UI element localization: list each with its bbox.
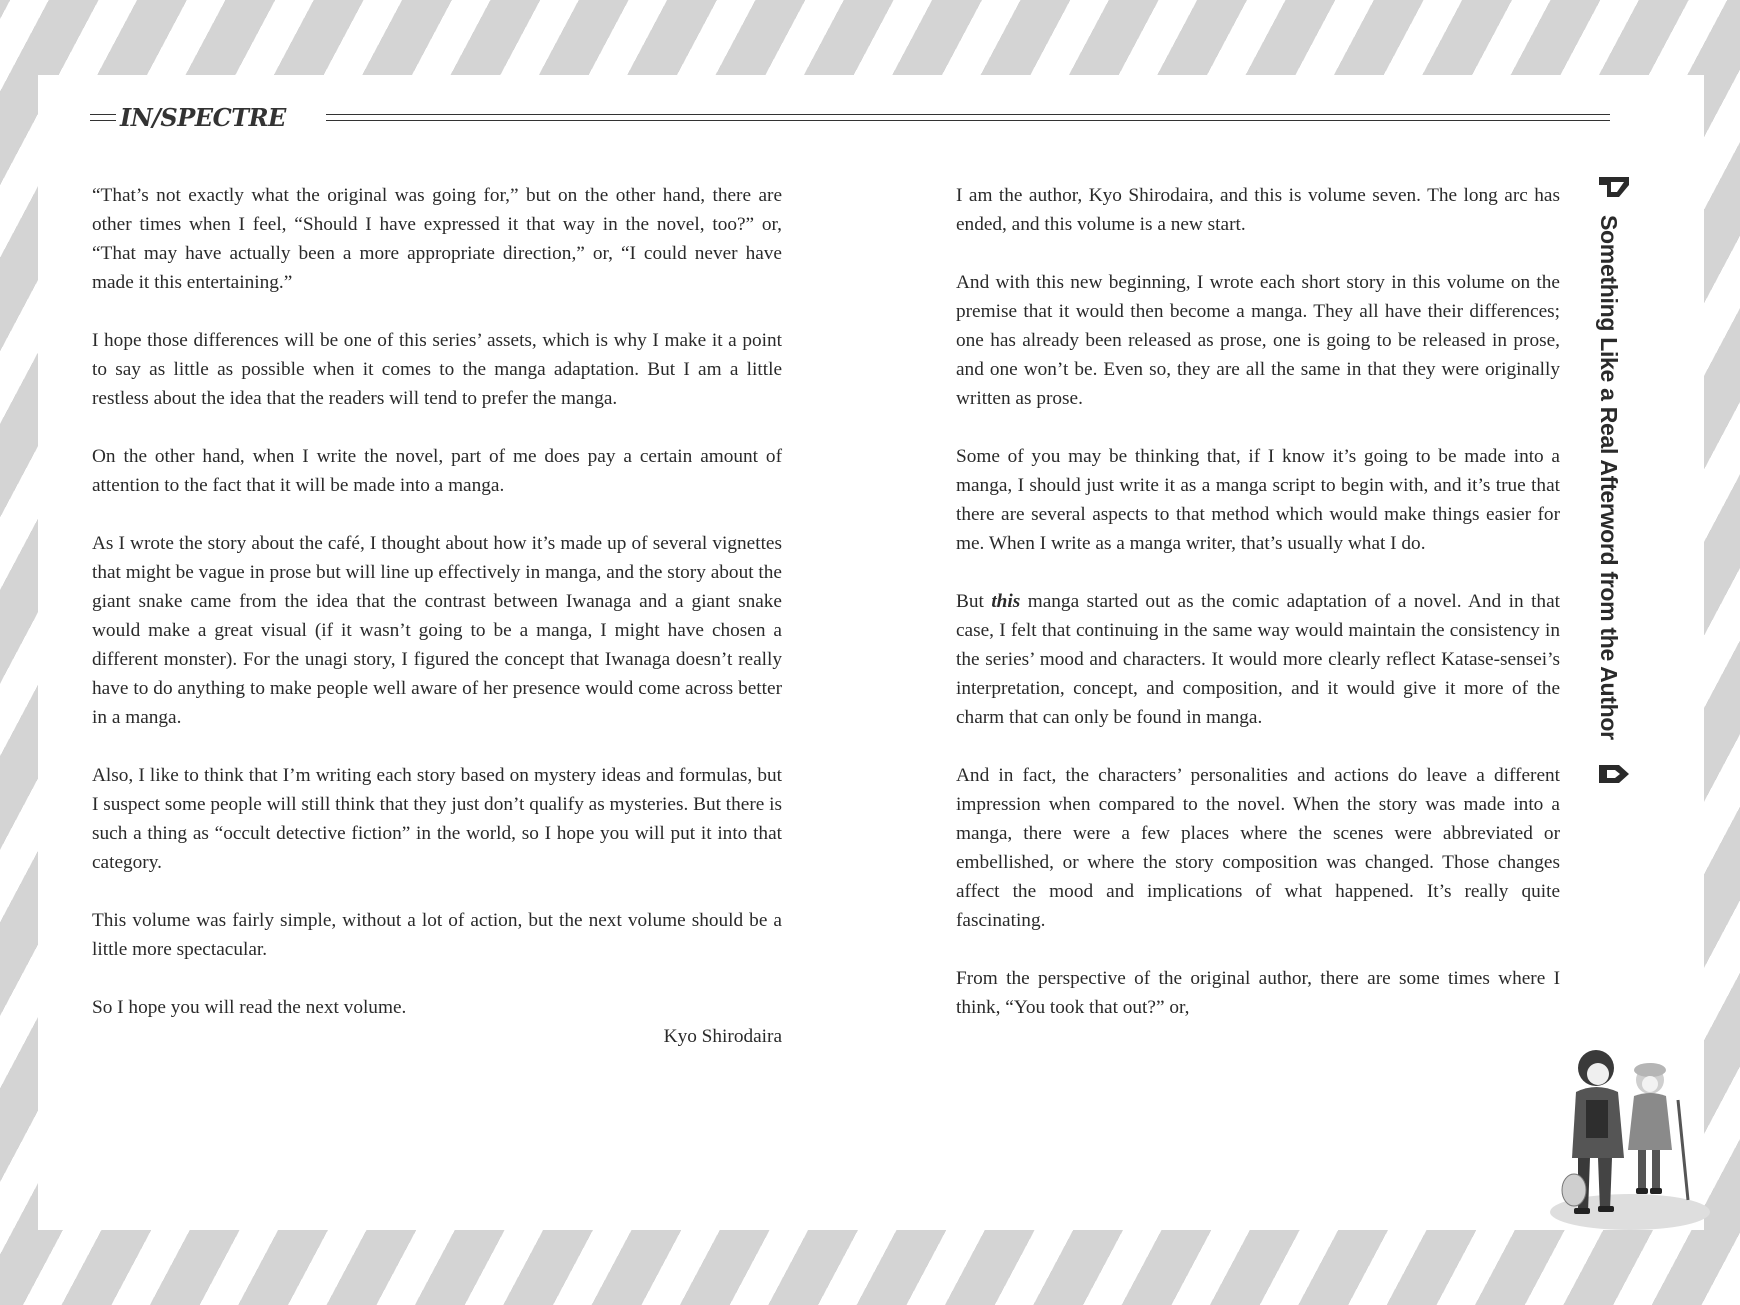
running-header <box>90 103 1610 133</box>
paragraph: I am the author, Kyo Shirodaira, and this is volume seven. The long arc has ended, and this volume is a new start. <box>956 185 1560 235</box>
paragraph: And with this new beginning, I wrote each short story in this volume on the premise that it would then become a manga. They all have their differences; one has already been released as prose, one is going to be released in prose, and one won’t be. Even so, they are all the same in that they were originally written as prose. <box>956 272 1560 409</box>
paragraph: On the other hand, when I write the novel, part of me does pay a certain amount of attention to the fact that it will be made into a manga. <box>92 446 782 496</box>
text-run: manga started out as the comic adaptation of a novel. And in that case, I felt that continuing in the same way would maintain the consistency in the series’ mood and characters. It would more clearly reflect Katase-sensei’s interpretation, concept, and composition, and it would give it more of the charm that can only be found in manga. <box>956 591 1560 728</box>
bottom-ornament-icon <box>1597 763 1631 785</box>
header-rule-left-bottom <box>90 120 116 121</box>
paragraph: From the perspective of the original author, there are some times where I think, “You took that out?” or, <box>956 968 1560 1018</box>
paragraph: As I wrote the story about the café, I thought about how it’s made up of several vignettes that might be vague in prose but will line up effectively in manga, and the story about the giant snake came from the idea that the contrast between Iwanaga and a giant snake would make a great visual (if it wasn’t going to be a manga, I might have chosen a different monster). For the unagi story, I figured the concept that Iwanaga doesn’t really have to do anything to make people well aware of her presence would come across better in a manga. <box>92 533 782 728</box>
left-text-column <box>92 181 782 1051</box>
paragraph: This volume was fairly simple, without a lot of action, but the next volume should be a little more spectacular. <box>92 910 782 960</box>
emphasis-text: this <box>991 591 1021 612</box>
paragraph: Also, I like to think that I’m writing each story based on mystery ideas and formulas, but I suspect some people will still think that they just don’t qualify as mysteries. But there is such a thing as “occult detective fiction” in the world, so I hope you will put it into that category. <box>92 765 782 873</box>
paragraph: And in fact, the characters’ personalities and actions do leave a different impression when compared to the novel. When the story was made into a manga, there were a few places where the scenes were abbreviated or embellished, or where the story composition was changed. Those changes affect the mood and implications of what happened. It’s really quite fascinating. <box>956 765 1560 931</box>
header-rule-right-top <box>326 114 1610 115</box>
author-signature: Kyo Shirodaira <box>663 1026 782 1047</box>
paragraph: So I hope you will read the next volume. <box>92 997 407 1018</box>
character-illustration <box>1538 1040 1718 1230</box>
header-rule-left-top <box>90 114 116 115</box>
chapter-title-vertical: Something Like a Real Afterword from the Author <box>1596 215 1622 740</box>
series-title: IN/SPECTRE <box>120 103 286 132</box>
paragraph: “That’s not exactly what the original was going for,” but on the other hand, there are other times when I feel, “Should I have expressed it that way in the novel, too?” or, “That may have actually been a more appropriate direction,” or, “I could never have made it this entertaining.” <box>92 185 782 293</box>
chapter-sidebar <box>1588 175 1638 875</box>
text-run: But <box>956 591 992 612</box>
top-ornament-icon <box>1597 175 1631 199</box>
header-rule-right-bottom <box>326 120 1610 121</box>
paragraph: Some of you may be thinking that, if I know it’s going to be made into a manga, I should just write it as a manga script to begin with, and it’s true that there are several aspects to that method which would make things easier for me. When I write as a manga writer, that’s usually what I do. <box>956 446 1560 554</box>
paragraph: I hope those differences will be one of this series’ assets, which is why I make it a point to say as little as possible when it comes to the manga adaptation. But I am a little restless about the idea that the readers will tend to prefer the manga. <box>92 330 782 409</box>
page-sheet <box>38 75 1704 1230</box>
right-text-column <box>956 181 1560 1022</box>
paragraph <box>956 587 1560 732</box>
